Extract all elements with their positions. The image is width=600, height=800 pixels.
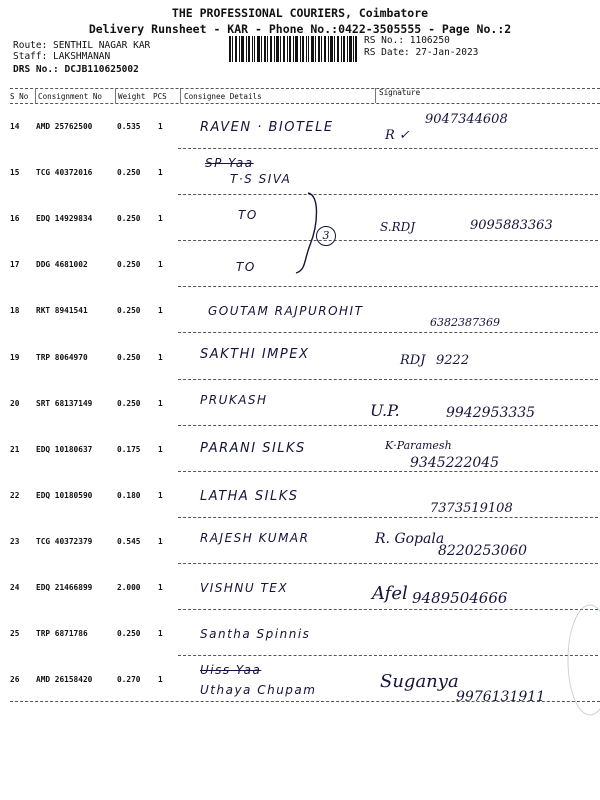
row-consignee-details: VISHNU TEX bbox=[200, 581, 289, 595]
row-divider bbox=[178, 655, 598, 656]
col-divider bbox=[115, 88, 116, 103]
row-consignee-details: SAKTHI IMPEX bbox=[200, 347, 310, 362]
row-pcs: 1 bbox=[158, 629, 163, 638]
row-weight: 0.180 bbox=[117, 491, 141, 500]
row-weight: 0.250 bbox=[117, 353, 141, 362]
row-consignee-details: TO bbox=[238, 208, 258, 222]
row-sno: 20 bbox=[10, 399, 20, 408]
row-pcs: 1 bbox=[158, 583, 163, 592]
row-phone-number: 9942953335 bbox=[446, 405, 536, 421]
header-bottom-divider bbox=[10, 103, 600, 104]
col-divider bbox=[375, 88, 376, 103]
row-consignment-no: AMD 25762500 bbox=[36, 122, 93, 131]
row-weight: 0.250 bbox=[117, 306, 141, 315]
row-pcs: 1 bbox=[158, 122, 163, 131]
company-title: THE PROFESSIONAL COURIERS, Coimbatore bbox=[171, 6, 429, 20]
row-phone-number: 9489504666 bbox=[412, 589, 508, 607]
row-consignment-no: TCG 40372379 bbox=[36, 537, 93, 546]
row-weight: 0.250 bbox=[117, 260, 141, 269]
row-divider bbox=[178, 517, 598, 518]
row-consignee-details: RAJESH KUMAR bbox=[200, 531, 310, 545]
row-divider bbox=[178, 240, 598, 241]
row-weight: 0.250 bbox=[117, 168, 141, 177]
row-weight: 0.545 bbox=[117, 537, 141, 546]
row-weight: 0.175 bbox=[117, 445, 141, 454]
col-divider bbox=[180, 88, 181, 103]
stamp-mark bbox=[560, 600, 600, 720]
header-top-divider bbox=[10, 88, 600, 89]
row-phone-number: 9976131911 bbox=[456, 689, 546, 705]
drs-number: DRS No.: DCJB110625002 bbox=[13, 64, 139, 75]
row-struck-text: SP Yaa bbox=[205, 156, 254, 170]
row-sno: 25 bbox=[10, 629, 20, 638]
route-label: Route: SENTHIL NAGAR KAR bbox=[13, 40, 151, 51]
row-phone-number: 8220253060 bbox=[438, 543, 528, 559]
row-divider bbox=[10, 701, 600, 702]
row-phone-number: 9095883363 bbox=[470, 218, 553, 233]
row-signature: R ✓ bbox=[385, 128, 410, 143]
row-pcs: 1 bbox=[158, 445, 163, 454]
row-signature: S.RDJ bbox=[380, 220, 416, 234]
row-consignment-no: EDQ 10180590 bbox=[36, 491, 93, 500]
row-pcs: 1 bbox=[158, 260, 163, 269]
row-consignee-details: PARANI SILKS bbox=[200, 441, 306, 456]
row-consignee-details: LATHA SILKS bbox=[200, 489, 299, 504]
row-divider bbox=[178, 563, 598, 564]
row-sno: 19 bbox=[10, 353, 20, 362]
col-header-consignment: Consignment No bbox=[38, 92, 103, 101]
row-pcs: 1 bbox=[158, 675, 163, 684]
row-consignment-no: RKT 8941541 bbox=[36, 306, 88, 315]
row-divider bbox=[178, 609, 598, 610]
col-header-sno: S No bbox=[10, 92, 29, 101]
row-consignment-no: TRP 8064970 bbox=[36, 353, 88, 362]
row-signature: RDJ bbox=[400, 353, 426, 368]
row-divider bbox=[178, 332, 598, 333]
row-pcs: 1 bbox=[158, 306, 163, 315]
row-sno: 26 bbox=[10, 675, 20, 684]
col-header-consignee: Consignee Details bbox=[184, 92, 262, 101]
row-signature: Suganya bbox=[380, 671, 459, 692]
row-consignee-details: Uthaya Chupam bbox=[200, 683, 317, 697]
row-consignment-no: AMD 26158420 bbox=[36, 675, 93, 684]
rs-date: RS Date: 27-Jan-2023 bbox=[364, 47, 479, 58]
row-sno: 21 bbox=[10, 445, 20, 454]
rs-number: RS No.: 1106250 bbox=[364, 35, 450, 46]
row-pcs: 1 bbox=[158, 491, 163, 500]
runsheet-title: Delivery Runsheet - KAR - Phone No.:0422-3505555 - Page No.:2 bbox=[88, 22, 512, 36]
row-sno: 22 bbox=[10, 491, 20, 500]
row-weight: 0.250 bbox=[117, 214, 141, 223]
row-consignment-no: SRT 68137149 bbox=[36, 399, 93, 408]
row-consignment-no: EDQ 14929834 bbox=[36, 214, 93, 223]
row-consignment-no: TRP 6871786 bbox=[36, 629, 88, 638]
row-consignee-details: RAVEN · BIOTELE bbox=[200, 120, 334, 135]
row-sno: 18 bbox=[10, 306, 20, 315]
row-sno: 14 bbox=[10, 122, 20, 131]
row-divider bbox=[178, 148, 598, 149]
row-consignment-no: EDQ 10180637 bbox=[36, 445, 93, 454]
row-pcs: 1 bbox=[158, 537, 163, 546]
row-signature: U.P. bbox=[370, 401, 400, 420]
row-pcs: 1 bbox=[158, 168, 163, 177]
row-divider bbox=[178, 286, 598, 287]
row-consignee-details: PRUKASH bbox=[200, 393, 268, 407]
col-divider bbox=[35, 88, 36, 103]
row-pcs: 1 bbox=[158, 214, 163, 223]
row-consignee-details: TO bbox=[236, 260, 256, 274]
barcode-image bbox=[229, 36, 357, 62]
row-sno: 24 bbox=[10, 583, 20, 592]
row-weight: 0.270 bbox=[117, 675, 141, 684]
row-weight: 2.000 bbox=[117, 583, 141, 592]
row-sno: 17 bbox=[10, 260, 20, 269]
row-signature: Afel bbox=[372, 583, 408, 604]
row-pcs: 1 bbox=[158, 399, 163, 408]
row-consignee-details: Santha Spinnis bbox=[200, 627, 311, 641]
row-phone-number: 6382387369 bbox=[430, 316, 500, 329]
row-divider bbox=[178, 379, 598, 380]
row-struck-text: Uiss Yaa bbox=[200, 663, 262, 677]
row-weight: 0.250 bbox=[117, 629, 141, 638]
row-pcs: 1 bbox=[158, 353, 163, 362]
row-sno: 23 bbox=[10, 537, 20, 546]
row-phone-number: 7373519108 bbox=[430, 501, 513, 516]
row-divider bbox=[178, 425, 598, 426]
row-consignee-details: GOUTAM RAJPUROHIT bbox=[208, 304, 364, 318]
row-sno: 15 bbox=[10, 168, 20, 177]
row-consignment-no: TCG 40372016 bbox=[36, 168, 93, 177]
row-divider bbox=[178, 194, 598, 195]
row-consignee-details: T·S SIVA bbox=[230, 172, 292, 186]
row-phone-number: 9222 bbox=[436, 353, 470, 368]
row-weight: 0.535 bbox=[117, 122, 141, 131]
col-header-weight: Weight bbox=[118, 92, 146, 101]
staff-label: Staff: LAKSHMANAN bbox=[13, 51, 111, 62]
row-phone-number: 9345222045 bbox=[410, 455, 500, 471]
row-sno: 16 bbox=[10, 214, 20, 223]
row-divider bbox=[178, 471, 598, 472]
row-weight: 0.250 bbox=[117, 399, 141, 408]
row-signature: K·Paramesh bbox=[385, 439, 452, 452]
col-header-pcs: PCS bbox=[153, 92, 167, 101]
row-signature: R. Gopala bbox=[375, 531, 445, 547]
row-consignment-no: EDQ 21466899 bbox=[36, 583, 93, 592]
row-consignment-no: DDG 4681002 bbox=[36, 260, 88, 269]
circled-number: 3 bbox=[316, 226, 336, 246]
col-header-signature: Signature bbox=[379, 88, 421, 97]
row-phone-number: 9047344608 bbox=[425, 112, 508, 127]
